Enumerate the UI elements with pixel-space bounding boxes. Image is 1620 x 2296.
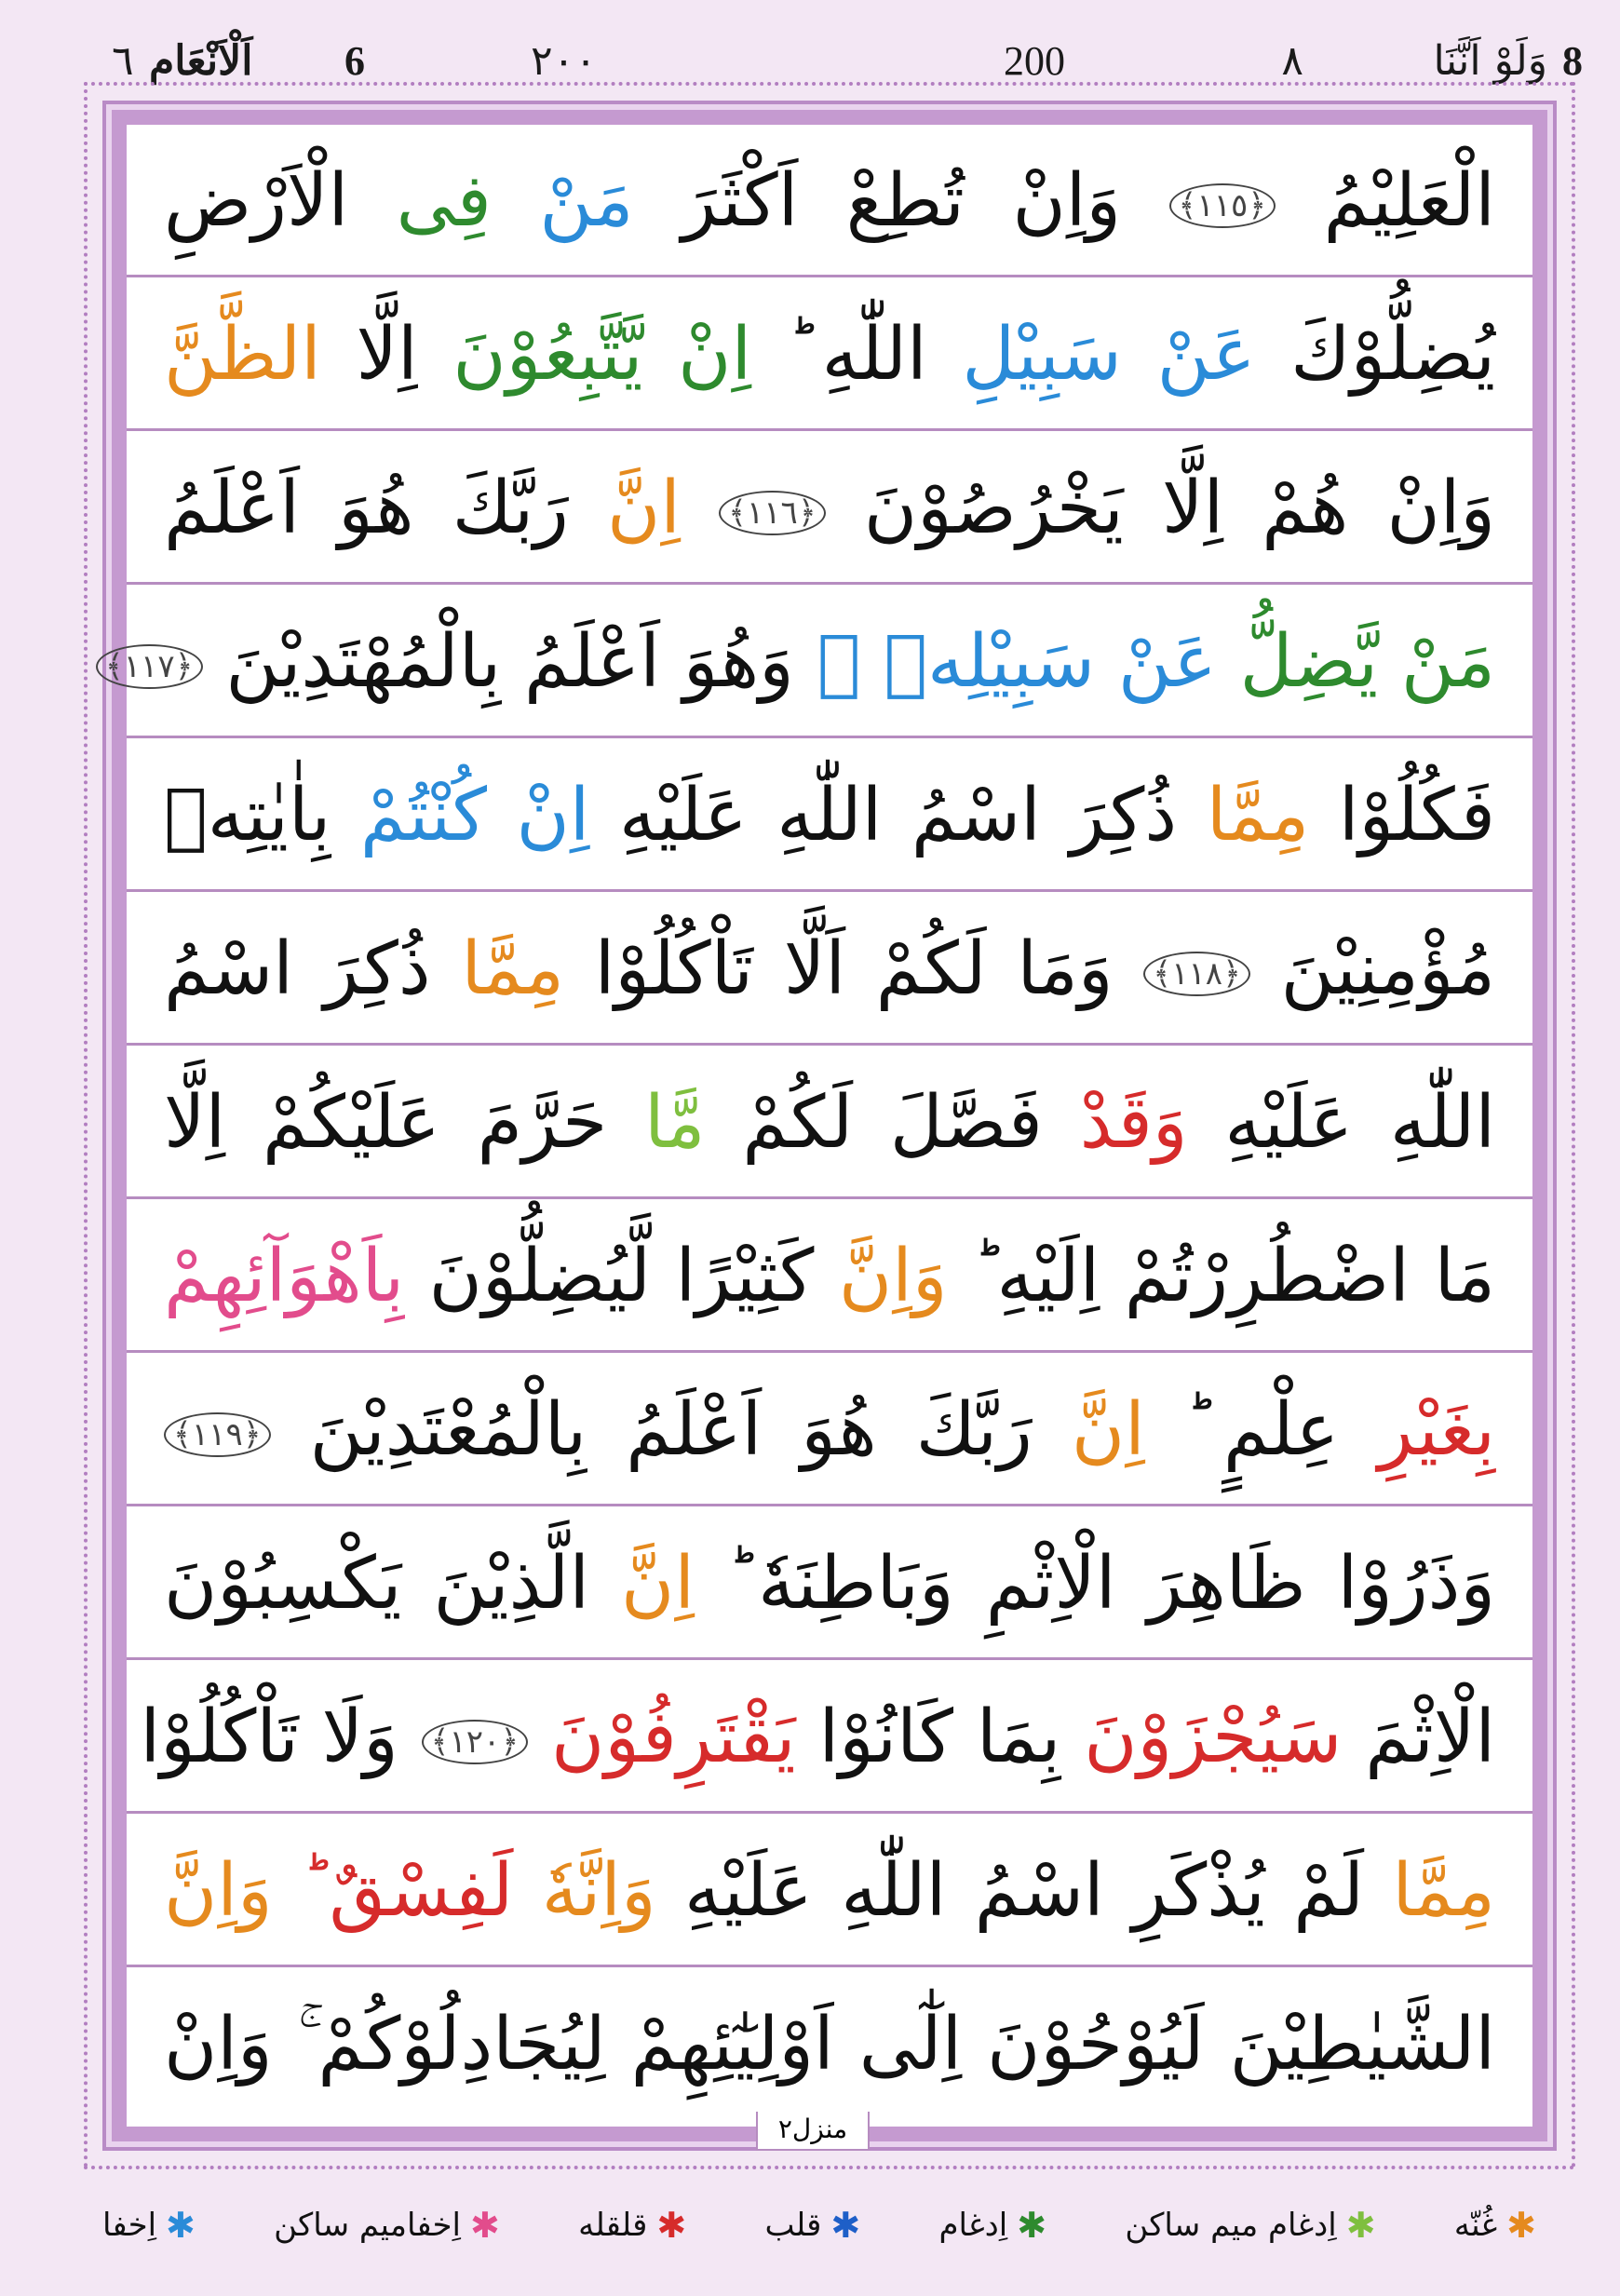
word: فَكُلُوْا bbox=[1338, 774, 1495, 858]
word: لَيُوْحُوْنَ bbox=[987, 2003, 1205, 2087]
legend-label: قلب bbox=[764, 2207, 822, 2244]
word: اللّٰهِ ؕ bbox=[786, 313, 927, 397]
text-line bbox=[127, 1661, 1532, 1814]
word: وَاِنْ bbox=[1012, 159, 1122, 243]
word: مُؤْمِنِيْنَ bbox=[1280, 927, 1495, 1011]
word: اَعْلَمُ bbox=[523, 620, 660, 704]
legend-label: اِدغام میم ساکن bbox=[1125, 2207, 1337, 2244]
word: تُطِعْ bbox=[845, 159, 965, 243]
legend-label: اِخفا bbox=[102, 2207, 157, 2244]
word: وَمَا bbox=[1017, 927, 1114, 1011]
word: يَكْسِبُوْنَ bbox=[164, 1542, 402, 1626]
word: الشَّيٰطِيْنَ bbox=[1229, 2003, 1496, 2087]
surah-name: اَلْاَنْعَام bbox=[149, 37, 253, 85]
word: بِاَهْوَآئِهِمْ bbox=[164, 1235, 405, 1318]
word: الْعَلِيْمُ bbox=[1323, 159, 1495, 243]
word: بِاٰيٰتِهٖ bbox=[164, 774, 331, 858]
ayah-number: ﴿١١٨﴾ bbox=[1143, 952, 1250, 996]
word: عَلَيْهِ bbox=[1224, 1081, 1354, 1165]
legend-label: غُنّه bbox=[1453, 2207, 1498, 2244]
word: عِلْمٍ ؕ bbox=[1183, 1388, 1340, 1472]
word: بِالْمُهْتَدِيْنَ bbox=[225, 620, 502, 704]
word: يُذْكَرِ bbox=[1132, 1849, 1265, 1933]
tajweed-legend bbox=[102, 2197, 1536, 2253]
word: اِلَّا bbox=[356, 313, 418, 397]
word: اِنْ bbox=[516, 774, 590, 858]
word: اِنَّ bbox=[1071, 1388, 1145, 1472]
word: مِمَّا bbox=[461, 927, 564, 1011]
word: وَقَدْ bbox=[1079, 1081, 1188, 1165]
text-line bbox=[127, 1968, 1532, 2121]
word: مَّا bbox=[643, 1081, 706, 1165]
word: هُوَ bbox=[338, 466, 414, 550]
word: اِنَّ bbox=[606, 466, 681, 550]
text-line bbox=[127, 278, 1532, 431]
word: ظَاهِرَ bbox=[1147, 1542, 1306, 1626]
word: اَلَّا bbox=[783, 927, 846, 1011]
legend-item bbox=[1125, 2205, 1375, 2246]
juz-number-arabic: ٨ bbox=[1281, 37, 1303, 85]
page-number: 200 bbox=[1004, 38, 1065, 84]
legend-item bbox=[1454, 2205, 1536, 2246]
word: مَنْ bbox=[1400, 620, 1495, 704]
star-icon: ✱ bbox=[830, 2205, 861, 2246]
word: اللّٰهِ bbox=[776, 774, 883, 858]
ayah-number: ﴿١٢٠﴾ bbox=[422, 1720, 529, 1764]
word: وَلَا bbox=[321, 1695, 398, 1779]
ayah-number: ﴿١١٧﴾ bbox=[96, 644, 203, 689]
word: بِغَيْرِ bbox=[1378, 1388, 1496, 1472]
word: تَاْكُلُوْا bbox=[594, 927, 754, 1011]
word: كَثِيْرًا bbox=[675, 1235, 815, 1318]
word: اِلَيْهِ ؕ bbox=[971, 1235, 1100, 1318]
text-line bbox=[127, 1047, 1532, 1199]
word: اِلَّا bbox=[1161, 466, 1224, 550]
word: بِمَا bbox=[976, 1695, 1061, 1779]
word: سَبِيْلِ bbox=[962, 313, 1122, 397]
word: اِلَّا bbox=[164, 1081, 226, 1165]
text-line bbox=[104, 586, 1532, 738]
word: وَاِنَّ bbox=[164, 1849, 273, 1933]
manzil-label: منزل٢ bbox=[756, 2112, 870, 2151]
legend-item bbox=[102, 2205, 196, 2246]
word: يَّتَّبِعُوْنَ bbox=[452, 313, 643, 397]
word: يَّضِلُّ bbox=[1239, 620, 1379, 704]
word: وَاِنَّ bbox=[838, 1235, 948, 1318]
word: يَقْتَرِفُوْنَ bbox=[551, 1695, 796, 1779]
text-line bbox=[127, 1354, 1532, 1506]
word: مَنْ bbox=[539, 159, 634, 243]
word: اللّٰهِ bbox=[841, 1849, 947, 1933]
ayah-number: ﴿١١٥﴾ bbox=[1169, 183, 1276, 228]
word: الَّذِيْنَ bbox=[433, 1542, 589, 1626]
word: رَبَّكَ bbox=[452, 466, 569, 550]
legend-item bbox=[578, 2205, 686, 2246]
page-header bbox=[0, 0, 1620, 102]
word: فِى bbox=[396, 159, 492, 243]
word: مِمَّا bbox=[1392, 1849, 1496, 1933]
word: اسْمُ bbox=[164, 927, 293, 1011]
legend-label: قلقله bbox=[578, 2207, 648, 2244]
text-line bbox=[127, 739, 1532, 892]
legend-label: اِخفامیم ساکن bbox=[274, 2207, 462, 2244]
word: فَصَّلَ bbox=[889, 1081, 1043, 1165]
word: حَرَّمَ bbox=[477, 1081, 608, 1165]
word: اللّٰهِ bbox=[1389, 1081, 1495, 1165]
word: لَكُمْ bbox=[742, 1081, 854, 1165]
text-line bbox=[127, 125, 1532, 277]
word: اَعْلَمُ bbox=[626, 1388, 763, 1472]
word: لِيُجَادِلُوْكُمْ ۚ bbox=[297, 2003, 606, 2087]
star-icon: ✱ bbox=[1506, 2205, 1536, 2246]
surah-number-arabic: ٦ bbox=[112, 37, 134, 85]
word: عَنْ bbox=[1156, 313, 1256, 397]
word: الظَّنَّ bbox=[164, 313, 321, 397]
ayah-number: ﴿١١٦﴾ bbox=[719, 491, 826, 535]
word: كُنْتُمْ bbox=[359, 774, 487, 858]
word: يُضِلُّوْكَ bbox=[1290, 313, 1496, 397]
star-icon: ✱ bbox=[656, 2205, 687, 2246]
word: لَّيُضِلُّوْنَ bbox=[428, 1235, 651, 1318]
word: اَوْلِيٰٓئِهِمْ bbox=[630, 2003, 834, 2087]
text-line bbox=[127, 1200, 1532, 1353]
juz-number: 8 bbox=[1562, 38, 1583, 84]
word: تَاْكُلُوْا bbox=[140, 1695, 299, 1779]
word: لَكُمْ bbox=[875, 927, 987, 1011]
word: رَبَّكَ bbox=[915, 1388, 1033, 1472]
word: سَبِيْلِهٖ ۚ bbox=[817, 620, 1096, 704]
word: اَكْثَرَ bbox=[681, 159, 799, 243]
word: عَلَيْهِ bbox=[684, 1849, 813, 1933]
legend-item bbox=[938, 2205, 1046, 2246]
word: يَخْرُصُوْنَ bbox=[863, 466, 1124, 550]
word: الْاَرْضِ bbox=[164, 159, 349, 243]
word: ذُكِرَ bbox=[323, 927, 431, 1011]
word: وَاِنَّهٗ bbox=[541, 1849, 656, 1933]
word: كَانُوْا bbox=[818, 1695, 954, 1779]
word: اسْمُ bbox=[974, 1849, 1104, 1933]
word: وَاِنْ bbox=[164, 2003, 273, 2087]
word: وَهُوَ bbox=[682, 620, 794, 704]
star-icon: ✱ bbox=[470, 2205, 500, 2246]
word: اضْطُرِرْتُمْ bbox=[1124, 1235, 1410, 1318]
word: اسْمُ bbox=[911, 774, 1041, 858]
word: هُمْ bbox=[1262, 466, 1349, 550]
word: وَذَرُوْا bbox=[1337, 1542, 1496, 1626]
page-frame bbox=[104, 110, 1547, 2141]
word: وَبَاطِنَهٗ ؕ bbox=[726, 1542, 954, 1626]
surah-number: 6 bbox=[344, 38, 365, 84]
star-icon: ✱ bbox=[1345, 2205, 1376, 2246]
word: سَيُجْزَوْنَ bbox=[1084, 1695, 1343, 1779]
ayah-number: ﴿١١٩﴾ bbox=[164, 1412, 271, 1457]
word: وَاِنْ bbox=[1386, 466, 1496, 550]
word: الْاِثْمِ bbox=[985, 1542, 1116, 1626]
page-number-arabic: ٢٠٠ bbox=[531, 37, 597, 85]
word: مَا bbox=[1434, 1235, 1495, 1318]
word: ذُكِرَ bbox=[1070, 774, 1178, 858]
star-icon: ✱ bbox=[166, 2205, 196, 2246]
word: الْاِثْمَ bbox=[1365, 1695, 1495, 1779]
text-line bbox=[127, 432, 1532, 585]
word: بِالْمُعْتَدِيْنَ bbox=[309, 1388, 587, 1472]
word: عَلَيْهِ bbox=[618, 774, 748, 858]
word: مِمَّا bbox=[1206, 774, 1310, 858]
word: اِنَّ bbox=[621, 1542, 695, 1626]
word: اِلٰٓى bbox=[858, 2003, 963, 2087]
text-line bbox=[127, 1507, 1532, 1660]
word: لَمْ bbox=[1293, 1849, 1364, 1933]
legend-label: اِدغام bbox=[938, 2207, 1008, 2244]
word: اِنْ bbox=[678, 313, 752, 397]
legend-item bbox=[274, 2205, 500, 2246]
star-icon: ✱ bbox=[1017, 2205, 1047, 2246]
text-line bbox=[127, 1815, 1532, 1967]
legend-item bbox=[764, 2205, 860, 2246]
text-line bbox=[127, 893, 1532, 1046]
word: لَفِسْقٌ ؕ bbox=[301, 1849, 514, 1933]
word: اَعْلَمُ bbox=[164, 466, 300, 550]
word: عَنْ bbox=[1117, 620, 1217, 704]
word: هُوَ bbox=[801, 1388, 877, 1472]
juz-name: وَلَوْ اَنَّنَا bbox=[1433, 37, 1547, 85]
word: عَلَيْكُمْ bbox=[262, 1081, 440, 1165]
